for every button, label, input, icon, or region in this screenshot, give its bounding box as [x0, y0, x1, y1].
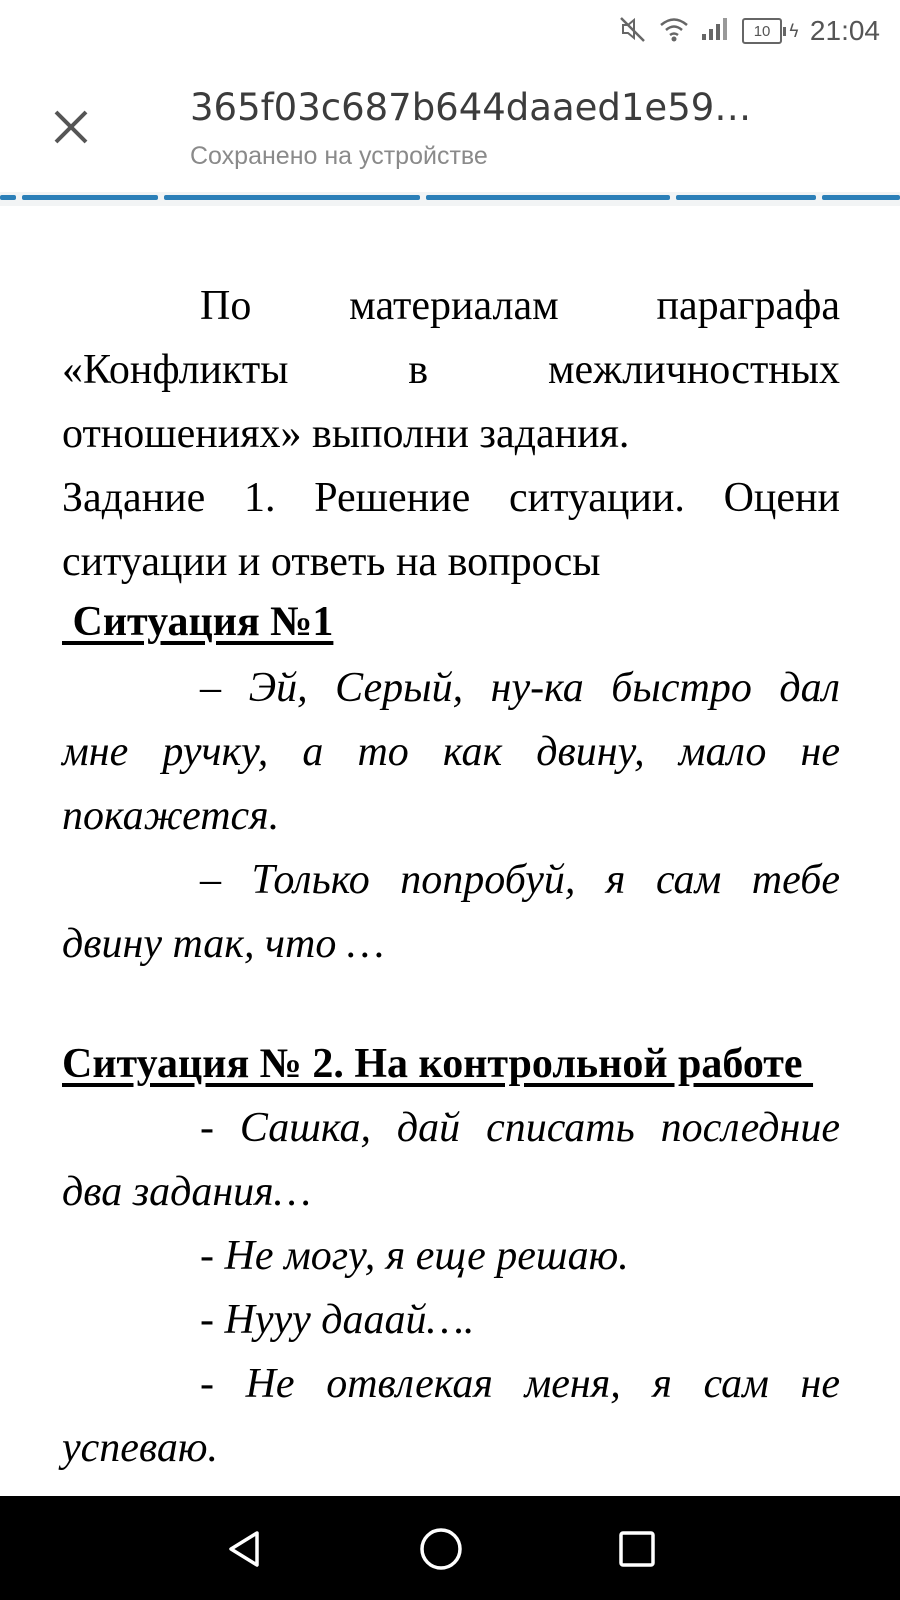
task-line-2: ситуации и ответь на вопросы: [62, 539, 601, 585]
situation-1-line: – Эй, Серый, ну-ка быстро дал: [200, 665, 840, 711]
back-triangle-icon: [223, 1527, 267, 1571]
situation-2-line: - Сашка, дай списать последние: [200, 1105, 840, 1151]
situation-1-line: двину так, что …: [62, 921, 385, 967]
home-button[interactable]: [414, 1522, 468, 1576]
intro-line-1: По материалам параграфа: [200, 283, 840, 329]
charging-icon: ϟ: [788, 20, 800, 42]
situation-1-line: мне ручку, а то как двину, мало не: [62, 729, 840, 775]
status-icons: [618, 14, 880, 48]
battery-level: 10: [742, 18, 782, 44]
status-bar: [0, 0, 900, 62]
recents-square-icon: [616, 1528, 658, 1570]
app-header: [0, 62, 900, 192]
situation-2-line: - Не отвлекая меня, я сам не: [200, 1361, 840, 1407]
situation-2-line: - Нууу дааай….: [200, 1297, 475, 1343]
situation-2-line: два задания…: [62, 1169, 312, 1215]
close-button[interactable]: [44, 100, 98, 154]
document-page: [0, 206, 900, 1496]
intro-line-3: отношениях» выполни задания.: [62, 411, 630, 457]
situation-2-heading: Ситуация № 2. На контрольной работе: [62, 1041, 814, 1087]
intro-line-2: «Конфликты в межличностных: [62, 347, 840, 393]
situation-1-heading: Ситуация №1: [62, 599, 334, 645]
file-status: Сохранено на устройстве: [190, 142, 488, 170]
signal-icon: [700, 14, 732, 48]
mute-icon: [618, 14, 648, 48]
system-nav-bar: [0, 1496, 900, 1600]
wifi-icon: [658, 14, 690, 48]
back-button[interactable]: [218, 1522, 272, 1576]
situation-2-line: - Не могу, я еще решаю.: [200, 1233, 629, 1279]
file-title: 365f03c687b644daaed1e59…: [190, 86, 752, 129]
home-circle-icon: [417, 1525, 465, 1573]
close-icon: [52, 108, 90, 146]
task-line-1: Задание 1. Решение ситуации. Оцени: [62, 475, 840, 521]
situation-2-line: успеваю.: [62, 1425, 218, 1471]
situation-1-line: – Только попробуй, я сам тебе: [200, 857, 840, 903]
clock: 21:04: [809, 15, 880, 46]
page-progress-strip: [0, 192, 900, 206]
situation-1-line: покажется.: [62, 793, 280, 839]
recents-button[interactable]: [610, 1522, 664, 1576]
battery-icon: [742, 18, 800, 44]
